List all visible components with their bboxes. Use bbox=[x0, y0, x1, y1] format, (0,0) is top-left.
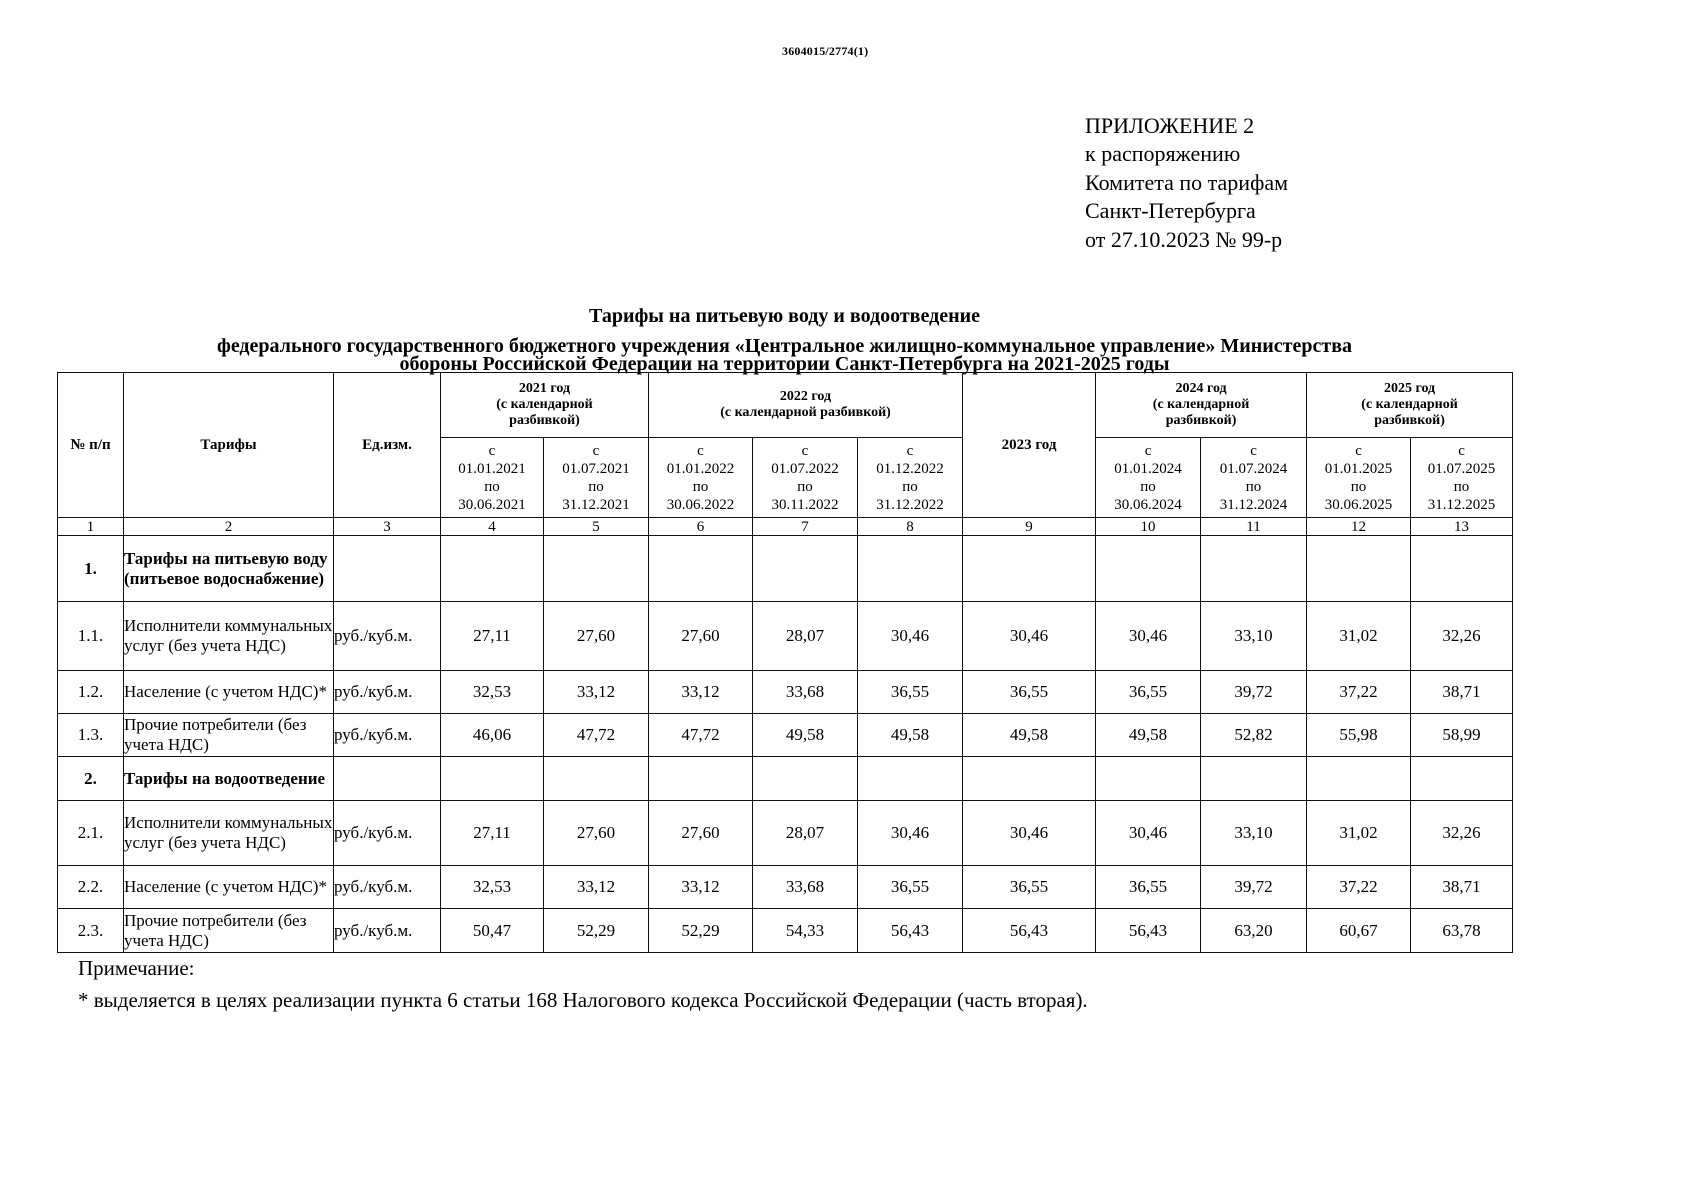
tariff-name: Население (с учетом НДС)* bbox=[124, 866, 334, 909]
appendix-line: Комитета по тарифам bbox=[1085, 169, 1289, 195]
tariff-name: Прочие потребители (без учета НДС) bbox=[124, 714, 334, 757]
document-registration-number: 3604015/2774(1) bbox=[782, 44, 869, 58]
tariff-value: 54,33 bbox=[753, 909, 858, 953]
tariff-value: 58,99 bbox=[1411, 714, 1513, 757]
empty-cell bbox=[649, 757, 753, 801]
tariff-value: 33,12 bbox=[544, 866, 649, 909]
tariff-value: 37,22 bbox=[1307, 866, 1411, 909]
tariff-name: Прочие потребители (без учета НДС) bbox=[124, 909, 334, 953]
tariff-value: 32,26 bbox=[1411, 801, 1513, 866]
tariff-value: 52,29 bbox=[649, 909, 753, 953]
empty-cell bbox=[441, 757, 544, 801]
section-name: Тарифы на питьевую воду (питьевое водоснабжение) bbox=[124, 536, 334, 602]
header-period: с 01.01.2022 по 30.06.2022 bbox=[649, 438, 753, 518]
tariff-value: 30,46 bbox=[858, 801, 963, 866]
column-number: 6 bbox=[649, 518, 753, 536]
document-subtitle-line: обороны Российской Федерации на территории Санкт-Петербурга на 2021-2025 годы bbox=[399, 353, 1170, 375]
column-number: 13 bbox=[1411, 518, 1513, 536]
empty-cell bbox=[753, 536, 858, 602]
section-row bbox=[58, 757, 1513, 801]
table-row bbox=[58, 866, 1513, 909]
tariff-value: 33,10 bbox=[1201, 602, 1307, 671]
tariff-value: 30,46 bbox=[858, 602, 963, 671]
header-period: с 01.07.2025 по 31.12.2025 bbox=[1411, 438, 1513, 518]
tariff-value: 27,11 bbox=[441, 602, 544, 671]
empty-cell bbox=[1096, 536, 1201, 602]
header-year-2024: 2024 год (с календарной разбивкой) bbox=[1096, 373, 1307, 438]
tariff-name: Исполнители коммунальных услуг (без учета НДС) bbox=[124, 602, 334, 671]
header-period: с 01.07.2021 по 31.12.2021 bbox=[544, 438, 649, 518]
column-number: 12 bbox=[1307, 518, 1411, 536]
tariff-name: Исполнители коммунальных услуг (без учета НДС) bbox=[124, 801, 334, 866]
tariff-value: 46,06 bbox=[441, 714, 544, 757]
tariff-value: 32,53 bbox=[441, 866, 544, 909]
tariff-value: 32,53 bbox=[441, 671, 544, 714]
header-year-2025: 2025 год (с календарной разбивкой) bbox=[1307, 373, 1513, 438]
header-tariffs: Тарифы bbox=[124, 373, 334, 518]
header-period: с 01.01.2021 по 30.06.2021 bbox=[441, 438, 544, 518]
header-year-2023: 2023 год bbox=[963, 373, 1096, 518]
tariff-value: 56,43 bbox=[858, 909, 963, 953]
empty-cell bbox=[1411, 536, 1513, 602]
tariff-value: 36,55 bbox=[858, 671, 963, 714]
empty-cell bbox=[1411, 757, 1513, 801]
empty-cell bbox=[1307, 536, 1411, 602]
column-number: 10 bbox=[1096, 518, 1201, 536]
header-unit: Ед.изм. bbox=[334, 373, 441, 518]
unit-cell: руб./куб.м. bbox=[334, 602, 441, 671]
header-row-years bbox=[58, 373, 1513, 438]
section-row bbox=[58, 536, 1513, 602]
tariff-value: 39,72 bbox=[1201, 866, 1307, 909]
tariff-value: 38,71 bbox=[1411, 866, 1513, 909]
header-period: с 01.07.2024 по 31.12.2024 bbox=[1201, 438, 1307, 518]
appendix-block bbox=[1085, 112, 1288, 254]
empty-cell bbox=[441, 536, 544, 602]
section-number: 1. bbox=[58, 536, 124, 602]
empty-cell bbox=[753, 757, 858, 801]
row-number: 2.3. bbox=[58, 909, 124, 953]
column-number: 3 bbox=[334, 518, 441, 536]
empty-cell bbox=[544, 757, 649, 801]
unit-cell: руб./куб.м. bbox=[334, 909, 441, 953]
empty-cell bbox=[963, 757, 1096, 801]
tariff-value: 36,55 bbox=[858, 866, 963, 909]
tariff-value: 49,58 bbox=[753, 714, 858, 757]
empty-cell bbox=[1307, 757, 1411, 801]
row-number: 1.2. bbox=[58, 671, 124, 714]
tariff-value: 32,26 bbox=[1411, 602, 1513, 671]
tariff-value: 27,60 bbox=[649, 602, 753, 671]
tariff-value: 36,55 bbox=[1096, 866, 1201, 909]
table-row bbox=[58, 909, 1513, 953]
tariff-value: 55,98 bbox=[1307, 714, 1411, 757]
tariff-value: 30,46 bbox=[1096, 801, 1201, 866]
tariff-value: 49,58 bbox=[963, 714, 1096, 757]
tariff-value: 37,22 bbox=[1307, 671, 1411, 714]
empty-cell bbox=[858, 757, 963, 801]
document-subtitle-line: федерального государственного бюджетного учреждения «Центральное жилищно-коммунальное управление» Министерства bbox=[216, 335, 1353, 357]
tariff-value: 63,20 bbox=[1201, 909, 1307, 953]
row-number: 1.1. bbox=[58, 602, 124, 671]
header-period: с 01.12.2022 по 31.12.2022 bbox=[858, 438, 963, 518]
column-number: 8 bbox=[858, 518, 963, 536]
column-number: 1 bbox=[58, 518, 124, 536]
empty-cell bbox=[334, 536, 441, 602]
tariff-name: Население (с учетом НДС)* bbox=[124, 671, 334, 714]
appendix-line: Санкт-Петербурга bbox=[1085, 198, 1256, 224]
section-number: 2. bbox=[58, 757, 124, 801]
unit-cell: руб./куб.м. bbox=[334, 714, 441, 757]
tariff-value: 36,55 bbox=[963, 866, 1096, 909]
tariff-value: 33,68 bbox=[753, 671, 858, 714]
tariff-value: 27,60 bbox=[544, 602, 649, 671]
tariff-table-body bbox=[58, 536, 1513, 953]
table-row bbox=[58, 602, 1513, 671]
tariff-value: 60,67 bbox=[1307, 909, 1411, 953]
empty-cell bbox=[649, 536, 753, 602]
empty-cell bbox=[963, 536, 1096, 602]
tariff-value: 31,02 bbox=[1307, 602, 1411, 671]
tariff-value: 33,10 bbox=[1201, 801, 1307, 866]
tariff-value: 49,58 bbox=[858, 714, 963, 757]
tariff-value: 36,55 bbox=[1096, 671, 1201, 714]
empty-cell bbox=[858, 536, 963, 602]
header-year-2022: 2022 год (с календарной разбивкой) bbox=[649, 373, 963, 438]
tariff-value: 33,12 bbox=[649, 671, 753, 714]
tariff-value: 47,72 bbox=[649, 714, 753, 757]
header-row-number: № п/п bbox=[58, 373, 124, 518]
tariff-value: 31,02 bbox=[1307, 801, 1411, 866]
column-number: 4 bbox=[441, 518, 544, 536]
table-row bbox=[58, 801, 1513, 866]
empty-cell bbox=[1201, 536, 1307, 602]
tariff-value: 52,29 bbox=[544, 909, 649, 953]
tariff-value: 56,43 bbox=[963, 909, 1096, 953]
tariff-value: 50,47 bbox=[441, 909, 544, 953]
header-period: с 01.01.2024 по 30.06.2024 bbox=[1096, 438, 1201, 518]
empty-cell bbox=[1201, 757, 1307, 801]
table-row bbox=[58, 714, 1513, 757]
column-number: 5 bbox=[544, 518, 649, 536]
row-number: 2.2. bbox=[58, 866, 124, 909]
header-row-column-numbers bbox=[58, 518, 1513, 536]
tariff-value: 33,68 bbox=[753, 866, 858, 909]
tariff-value: 28,07 bbox=[753, 602, 858, 671]
empty-cell bbox=[544, 536, 649, 602]
note-text: * выделяется в целях реализации пункта 6 статьи 168 Налогового кодекса Российской Федерации (часть вторая). bbox=[78, 988, 1088, 1012]
tariff-value: 27,60 bbox=[649, 801, 753, 866]
header-year-2021: 2021 год (с календарной разбивкой) bbox=[441, 373, 649, 438]
tariff-value: 30,46 bbox=[963, 602, 1096, 671]
row-number: 1.3. bbox=[58, 714, 124, 757]
header-period: с 01.07.2022 по 30.11.2022 bbox=[753, 438, 858, 518]
appendix-date-number: от 27.10.2023 № 99-р bbox=[1085, 226, 1283, 252]
appendix-title: ПРИЛОЖЕНИЕ 2 bbox=[1085, 113, 1255, 138]
tariff-value: 63,78 bbox=[1411, 909, 1513, 953]
tariff-value: 33,12 bbox=[544, 671, 649, 714]
tariff-value: 33,12 bbox=[649, 866, 753, 909]
tariff-value: 30,46 bbox=[1096, 602, 1201, 671]
row-number: 2.1. bbox=[58, 801, 124, 866]
unit-cell: руб./куб.м. bbox=[334, 801, 441, 866]
unit-cell: руб./куб.м. bbox=[334, 671, 441, 714]
tariff-value: 27,11 bbox=[441, 801, 544, 866]
tariff-value: 30,46 bbox=[963, 801, 1096, 866]
section-name: Тарифы на водоотведение bbox=[124, 757, 334, 801]
tariff-value: 38,71 bbox=[1411, 671, 1513, 714]
tariff-value: 28,07 bbox=[753, 801, 858, 866]
unit-cell: руб./куб.м. bbox=[334, 866, 441, 909]
empty-cell bbox=[1096, 757, 1201, 801]
column-number: 11 bbox=[1201, 518, 1307, 536]
tariff-value: 36,55 bbox=[963, 671, 1096, 714]
tariff-value: 39,72 bbox=[1201, 671, 1307, 714]
column-number: 2 bbox=[124, 518, 334, 536]
column-number: 7 bbox=[753, 518, 858, 536]
tariff-value: 52,82 bbox=[1201, 714, 1307, 757]
table-row bbox=[58, 671, 1513, 714]
tariff-value: 27,60 bbox=[544, 801, 649, 866]
tariff-value: 49,58 bbox=[1096, 714, 1201, 757]
tariff-table bbox=[57, 372, 1513, 953]
header-period: с 01.01.2025 по 30.06.2025 bbox=[1307, 438, 1411, 518]
appendix-line: к распоряжению bbox=[1085, 141, 1241, 167]
document-title: Тарифы на питьевую воду и водоотведение bbox=[588, 305, 980, 327]
tariff-value: 47,72 bbox=[544, 714, 649, 757]
column-number: 9 bbox=[963, 518, 1096, 536]
empty-cell bbox=[334, 757, 441, 801]
tariff-value: 56,43 bbox=[1096, 909, 1201, 953]
note-label: Примечание: bbox=[78, 956, 195, 980]
